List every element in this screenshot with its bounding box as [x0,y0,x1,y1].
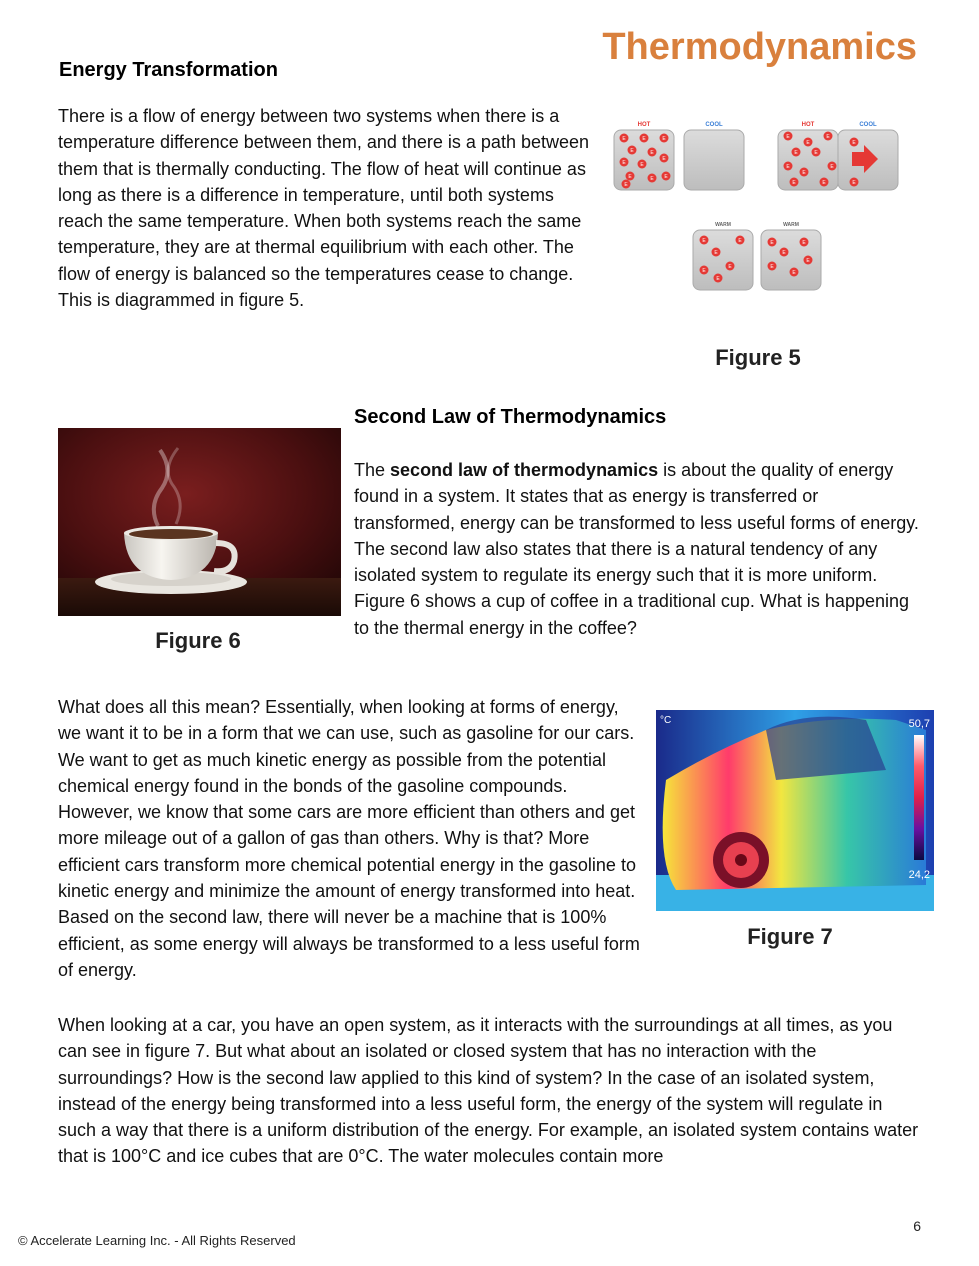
temperature-scale [914,735,924,860]
heading-energy-transformation: Energy Transformation [59,59,278,81]
energy-particle-label: E [662,156,666,162]
energy-particle-label: E [802,240,806,246]
energy-particle-label: E [738,238,742,244]
text-rest: is about the quality of energy found in a system. It states that as energy is transferred or transformed, energy can be transformed to less useful forms of energy. The second law also states that there is a natural tendency of any isolated system to regulate its energy such that it is more uniform. Figure 6 shows a cup of coffee in a traditional cup. What is happening to the thermal energy in the coffee? [354,460,919,638]
hot-label-2: HOT [801,122,815,128]
coffee-cup-photo [58,428,341,616]
energy-particle-label: E [822,180,826,186]
energy-particle-label: E [814,150,818,156]
energy-particle-label: E [630,148,634,154]
energy-particle-label: E [702,268,706,274]
energy-particle-label: E [664,174,668,180]
term-second-law: second law of thermodynamics [390,460,659,480]
energy-particle-label: E [830,164,834,170]
energy-particle-label: E [852,180,856,186]
energy-particle-label: E [802,170,806,176]
energy-particle-label: E [728,264,732,270]
energy-particle-label: E [806,258,810,264]
energy-particle-label: E [624,182,628,188]
figure-7-image [656,710,934,911]
warm-label-1: WARM [715,222,731,228]
energy-particle-label: E [702,238,706,244]
energy-particle-label: E [826,134,830,140]
figure-7-caption: Figure 7 [747,924,833,949]
energy-particle-label: E [640,162,644,168]
energy-particle-label: E [782,250,786,256]
heading-second-law: Second Law of Thermodynamics [354,406,667,428]
paragraph-energy-transformation: There is a flow of energy between two systems when there is a temperature difference between them, and there is a path between them that is thermally conducting. The flow of heat will continue as long as there is a difference in temperature, until both systems reach the same temperature. When both systems reach the same temperature, they are at thermal equilibrium with each other. The flow of energy is balanced so the temperatures cease to change. This is diagrammed in figure 5. [58,106,590,311]
warm-label-2: WARM [783,222,799,228]
page-title: Thermodynamics [602,26,917,68]
energy-particle-label: E [770,240,774,246]
energy-particle-label: E [786,164,790,170]
text-prefix: The [354,460,391,480]
paragraph-second-law [354,457,922,641]
energy-particle-label: E [770,264,774,270]
hot-label-1: HOT [637,122,651,128]
figure-6-caption: Figure 6 [155,628,241,653]
cool-label-2: COOL [859,122,877,128]
unit-label: °C [660,715,672,726]
energy-particle-label: E [794,150,798,156]
energy-particle-label: E [628,174,632,180]
energy-particle-label: E [716,276,720,282]
energy-particle-label: E [622,136,626,142]
figure-6-image [58,428,341,616]
scale-min-label: 24,2 [908,869,930,881]
scale-max-label: 50,7 [908,718,930,730]
figure-5-caption: Figure 5 [715,345,801,370]
energy-particle-label: E [806,140,810,146]
energy-particle-label: E [662,136,666,142]
figure-5-diagram [604,112,914,302]
paragraph-isolated-system: When looking at a car, you have an open system, as it interacts with the surroundings at all times, as you can see in figure 7. But what about an isolated or closed system that has no interaction with the surroundings? How is the second law applied to this kind of system? In the case of an isolated system, instead of the energy being transformed into a less useful form, the energy of the system will regulate in such a way that there is a uniform distribution of the energy. For example, an isolated system contains water that is 100°C and ice cubes that are 0°C. The water molecules contain more [58,1015,919,1167]
heat-transfer-diagram [604,112,914,302]
thermal-car-image [656,710,934,911]
energy-particle-label: E [786,134,790,140]
energy-particle-label: E [852,140,856,146]
page-number: 6 [913,1218,921,1234]
energy-particle-label: E [622,160,626,166]
energy-particle-label: E [650,150,654,156]
cool-label-1: COOL [705,122,723,128]
energy-particle-label: E [650,176,654,182]
energy-particle-label: E [714,250,718,256]
energy-particle-label: E [792,180,796,186]
paragraph-efficiency: What does all this mean? Essentially, when looking at forms of energy, we want it to be in a form that we can use, such as gasoline for our cars. We want to get as much kinetic energy as possible from the potential chemical energy found in the bonds of the gasoline compounds. However, we know that some cars are more efficient than others and get more mileage out of a gallon of gas than others. Why is that? More efficient cars transform more chemical potential energy in the gasoline to kinetic energy and minimize the amount of energy transformed into heat. Based on the second law, there will never be a machine that is 100% efficient, as some energy will always be transformed to a less useful form of energy. [58,697,640,980]
energy-particle-label: E [642,136,646,142]
energy-particle-label: E [792,270,796,276]
copyright-notice: © Accelerate Learning Inc. - All Rights Reserved [18,1233,296,1248]
cool-box-before [684,130,744,190]
